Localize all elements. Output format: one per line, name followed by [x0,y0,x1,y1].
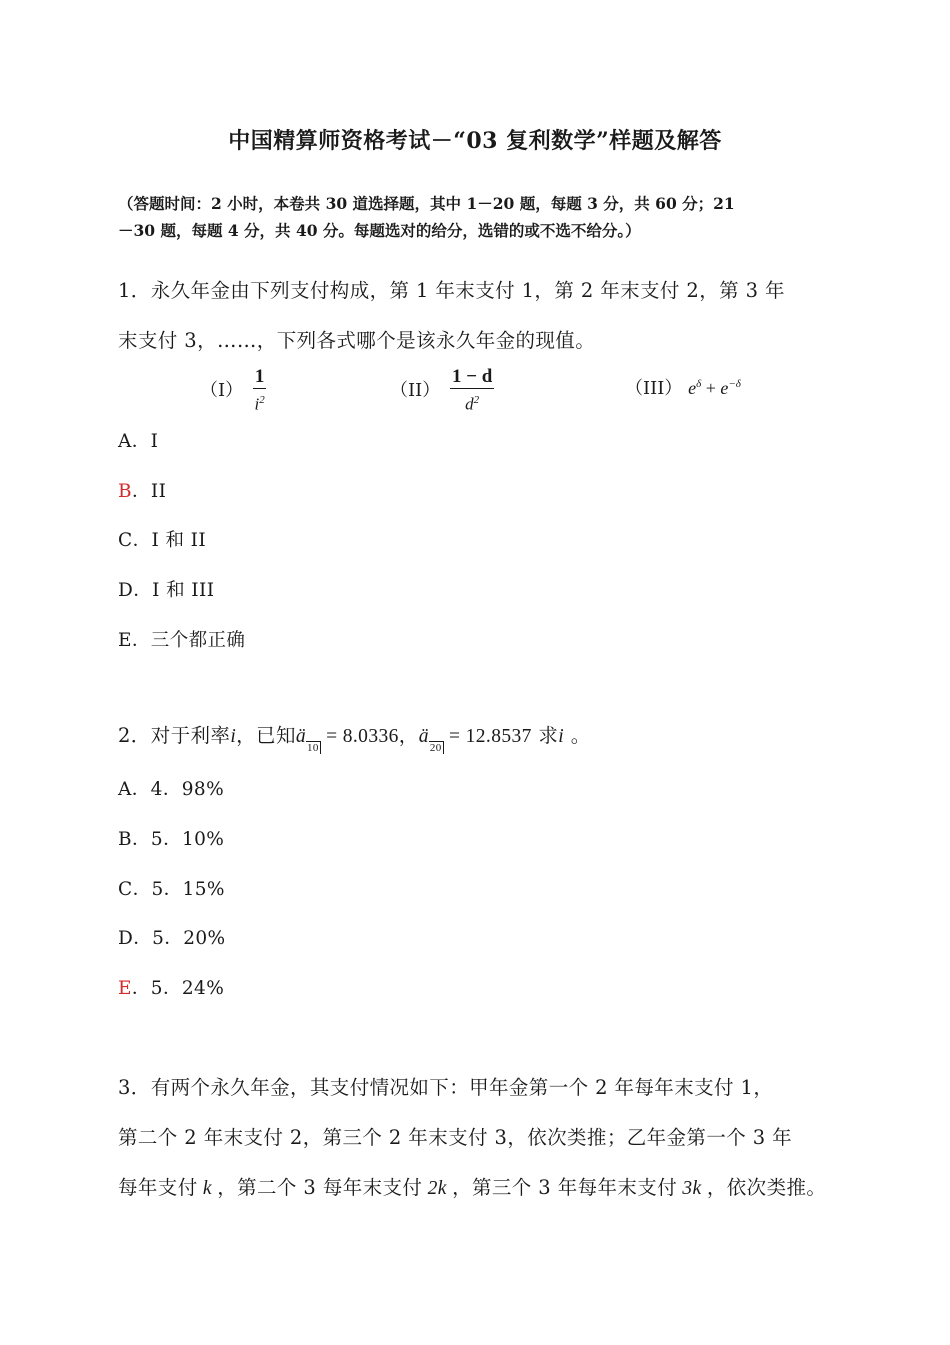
denominator [254,389,264,416]
option-text: ．I [131,431,159,452]
numerator: 1 [254,366,265,387]
option-letter: A [118,431,132,452]
q1-option-c [118,526,206,552]
option-text: ．5．24% [131,978,225,999]
var-i: i [558,726,565,747]
var-2k: 2k [422,1178,453,1199]
q2-ask: 求 [531,724,559,747]
q1-stem-line-1: 1．永久年金由下列支付构成，第 1 年末支付 1，第 2 年末支付 2，第 3 年 [118,279,785,302]
q2-option-b [118,825,224,851]
fraction [450,366,494,416]
q1-expression-iii [625,374,741,400]
q1-option-e [118,626,245,652]
expr-plus: + [701,378,721,398]
option-text: ．II [132,481,167,502]
annuity-term: 10 [307,741,319,754]
annuity-20 [418,726,444,754]
option-text: ．5．15% [132,879,225,900]
option-letter: D [118,580,134,601]
q1-expression-ii [390,366,494,416]
option-letter: C [118,530,133,551]
roman-label: （II） [390,379,441,401]
option-text: ．I 和 II [132,530,207,551]
roman-label: （III） [625,378,683,399]
q3-text-a: 每年支付 [118,1176,198,1199]
expr-term-1: e [688,378,697,398]
page-title: 中国精算师资格考试－“03 复利数学”样题及解答 [228,128,722,154]
var-3k: 3k [677,1178,707,1199]
q1-option-a [118,427,158,453]
expr-exp-1: δ [696,378,702,390]
q2-prefix: 2．对于利率 [118,724,231,747]
option-text: ．三个都正确 [131,630,246,651]
q1-option-b [118,477,166,503]
option-text: ．5．20% [133,928,226,949]
annuity-10 [295,726,321,754]
q3-text-d: ，依次类推。 [706,1176,827,1199]
q1-expression-i [200,366,266,416]
annuity-symbol: ä [418,726,429,747]
q3-stem-line-3 [118,1172,826,1200]
q3-text-c: ，第三个 3 年每年末支付 [452,1176,678,1199]
annuity-10-value: = 8.0336 [320,726,399,747]
instructions-line-1: （答题时间：2 小时，本卷共 30 道选择题，其中 1－20 题，每题 3 分，共 60 分；21 [118,194,735,213]
numerator: 1 − d [451,366,493,387]
roman-label: （I） [200,379,244,401]
q1-option-d [118,576,214,602]
expr-term-2: e [720,378,729,398]
instructions-line-2: －30 题，每题 4 分，共 40 分。每题选对的给分，选错的或不选不给分。） [118,221,641,240]
q1-stem-line-2: 末支付 3，……，下列各式哪个是该永久年金的现值。 [118,329,596,352]
var-k: k [197,1178,218,1199]
q2-option-e [118,974,224,1000]
denominator [465,389,479,416]
q3-stem-line-2: 第二个 2 年末支付 2，第三个 2 年末支付 3，依次类推；乙年金第一个 3 年 [118,1126,793,1149]
option-text: ．4．98% [131,779,225,800]
fraction [253,366,267,416]
q2-option-a [118,775,224,801]
option-text: ．I 和 III [133,580,215,601]
den-var: i [254,394,260,414]
q2-end: 。 [564,724,591,747]
exam-instructions [118,190,848,244]
den-exp: 2 [473,394,480,406]
q3-text-b: ，第二个 3 每年末支付 [217,1176,423,1199]
var-i: i [230,726,237,747]
q2-option-d [118,924,226,950]
expr-exp-2: −δ [728,378,741,390]
option-letter: A [118,779,132,800]
option-text: ．5．10% [132,829,225,850]
comma: ， [398,724,419,747]
annuity-term: 20 [429,741,442,754]
option-letter: E [118,630,132,651]
annuity-symbol: ä [295,726,306,747]
q2-option-c [118,875,225,901]
option-letter-correct: B [118,481,132,502]
option-letter: C [118,879,133,900]
option-letter: D [118,928,134,949]
den-var: d [465,394,474,414]
q2-stem [118,720,591,754]
q2-mid: ，已知 [236,724,296,747]
option-letter-correct: E [118,978,132,999]
annuity-20-value: = 12.8537 [443,726,532,747]
den-exp: 2 [259,394,265,406]
option-letter: B [118,829,132,850]
q3-stem-line-1: 3．有两个永久年金，其支付情况如下：甲年金第一个 2 年每年末支付 1， [118,1076,774,1099]
